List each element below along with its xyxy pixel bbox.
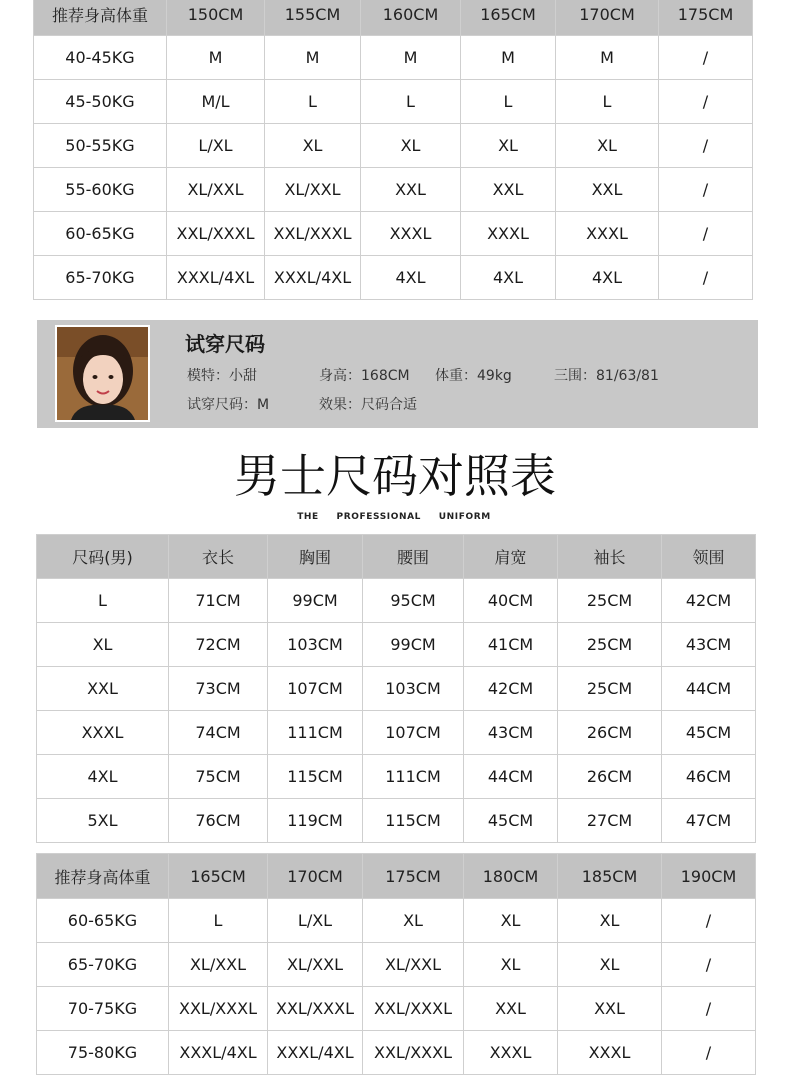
header-cell: 腰围 <box>363 535 464 579</box>
table-cell: / <box>659 168 753 212</box>
header-cell: 165CM <box>169 854 268 899</box>
header-cell: 180CM <box>464 854 558 899</box>
header-cell: 衣长 <box>169 535 268 579</box>
header-cell: 185CM <box>558 854 662 899</box>
table-cell: 55-60KG <box>34 168 167 212</box>
table-cell: 47CM <box>662 799 756 843</box>
table-cell: 72CM <box>169 623 268 667</box>
table-cell: 46CM <box>662 755 756 799</box>
mens-measurement-table <box>36 534 756 843</box>
table-cell: 107CM <box>268 667 363 711</box>
table-cell: XXXL/4XL <box>169 1031 268 1075</box>
table-cell: / <box>659 36 753 80</box>
table-header-row <box>34 0 753 36</box>
table-cell: 44CM <box>662 667 756 711</box>
table-cell: XXXL/4XL <box>268 1031 363 1075</box>
mens-size-chart-heading: 男士尺码对照表 <box>234 449 556 503</box>
table-row <box>37 623 756 667</box>
table-cell: XL <box>464 943 558 987</box>
table-cell: 71CM <box>169 579 268 623</box>
table-cell: XL <box>361 124 461 168</box>
table-cell: / <box>659 256 753 300</box>
table-cell: / <box>662 1031 756 1075</box>
table-cell: XXXL/4XL <box>265 256 361 300</box>
table-row <box>34 256 753 300</box>
table-cell: 40CM <box>464 579 558 623</box>
table-cell: XXL/XXXL <box>169 987 268 1031</box>
table-cell: 25CM <box>558 667 662 711</box>
table-cell: 40-45KG <box>34 36 167 80</box>
header-cell: 170CM <box>556 0 659 36</box>
header-cell: 尺码(男) <box>37 535 169 579</box>
table-cell: 41CM <box>464 623 558 667</box>
model-tryon-card <box>37 320 758 428</box>
table-cell: 111CM <box>363 755 464 799</box>
model-weight: 体重：49kg <box>435 368 512 384</box>
table-cell: XXL/XXXL <box>363 1031 464 1075</box>
table-cell: XXL/XXXL <box>265 212 361 256</box>
header-cell: 150CM <box>167 0 265 36</box>
table-cell: 26CM <box>558 711 662 755</box>
table-cell: 25CM <box>558 579 662 623</box>
table-header-row <box>37 535 756 579</box>
table-row <box>34 212 753 256</box>
mens-size-chart-subheading: THE PROFESSIONAL UNIFORM <box>297 512 491 522</box>
table-cell: M/L <box>167 80 265 124</box>
table-row <box>37 667 756 711</box>
table-cell: L <box>556 80 659 124</box>
header-cell: 领围 <box>662 535 756 579</box>
table-cell: XL <box>363 899 464 943</box>
table-cell: XXL <box>464 987 558 1031</box>
table-cell: 95CM <box>363 579 464 623</box>
table-cell: 25CM <box>558 623 662 667</box>
table-cell: 103CM <box>268 623 363 667</box>
table-cell: XL <box>461 124 556 168</box>
table-cell: 4XL <box>556 256 659 300</box>
table-cell: 4XL <box>361 256 461 300</box>
table-row <box>34 124 753 168</box>
table-cell: XL/XXL <box>268 943 363 987</box>
table-header-row <box>37 854 756 899</box>
table-cell: XXXL/4XL <box>167 256 265 300</box>
table-cell: 60-65KG <box>37 899 169 943</box>
table-cell: L/XL <box>167 124 265 168</box>
table-cell: / <box>659 124 753 168</box>
header-cell: 170CM <box>268 854 363 899</box>
table-cell: 119CM <box>268 799 363 843</box>
table-cell: XL <box>558 943 662 987</box>
table-cell: / <box>662 899 756 943</box>
table-cell: 44CM <box>464 755 558 799</box>
table-cell: L/XL <box>268 899 363 943</box>
size-tried: 试穿尺码：M <box>187 397 270 413</box>
table-cell: XXXL <box>361 212 461 256</box>
table-cell: XL <box>556 124 659 168</box>
table-cell: 107CM <box>363 711 464 755</box>
table-cell: XXL/XXXL <box>167 212 265 256</box>
table-cell: 45CM <box>662 711 756 755</box>
table-cell: L <box>265 80 361 124</box>
table-cell: XXL/XXXL <box>363 987 464 1031</box>
table-cell: XXL <box>461 168 556 212</box>
table-cell: XXXL <box>461 212 556 256</box>
header-cell: 175CM <box>363 854 464 899</box>
table-cell: XXXL <box>37 711 169 755</box>
table-cell: 43CM <box>464 711 558 755</box>
table-cell: XXXL <box>556 212 659 256</box>
table-cell: M <box>167 36 265 80</box>
table-cell: 42CM <box>662 579 756 623</box>
table-row <box>37 1031 756 1075</box>
model-name: 模特：小甜 <box>187 368 257 384</box>
table-cell: 45CM <box>464 799 558 843</box>
table-cell: 115CM <box>268 755 363 799</box>
table-cell: L <box>361 80 461 124</box>
header-cell: 推荐身高体重 <box>34 0 167 36</box>
table-cell: 99CM <box>268 579 363 623</box>
table-cell: / <box>659 212 753 256</box>
table-row <box>37 899 756 943</box>
table-row <box>37 579 756 623</box>
table-row <box>37 987 756 1031</box>
table-cell: XL <box>265 124 361 168</box>
table-cell: 75-80KG <box>37 1031 169 1075</box>
table-cell: 4XL <box>461 256 556 300</box>
table-cell: XXL <box>37 667 169 711</box>
table-cell: L <box>169 899 268 943</box>
table-row <box>37 799 756 843</box>
table-cell: 26CM <box>558 755 662 799</box>
table-row <box>37 943 756 987</box>
table-cell: M <box>556 36 659 80</box>
table-cell: XL <box>464 899 558 943</box>
header-cell: 190CM <box>662 854 756 899</box>
table-cell: L <box>461 80 556 124</box>
table-cell: XXXL <box>464 1031 558 1075</box>
model-measurements: 三围：81/63/81 <box>554 368 659 384</box>
table-row <box>34 80 753 124</box>
mens-recommend-table <box>36 853 756 1075</box>
table-cell: L <box>37 579 169 623</box>
header-cell: 胸围 <box>268 535 363 579</box>
table-cell: 65-70KG <box>37 943 169 987</box>
table-cell: XXL <box>558 987 662 1031</box>
table-cell: 111CM <box>268 711 363 755</box>
table-cell: XL/XXL <box>265 168 361 212</box>
table-row <box>34 36 753 80</box>
header-cell: 155CM <box>265 0 361 36</box>
table-cell: XL/XXL <box>169 943 268 987</box>
table-cell: XL <box>37 623 169 667</box>
table-cell: / <box>662 943 756 987</box>
header-cell: 肩宽 <box>464 535 558 579</box>
tryon-title: 试穿尺码 <box>185 332 265 356</box>
table-cell: 73CM <box>169 667 268 711</box>
table-cell: M <box>265 36 361 80</box>
table-cell: 60-65KG <box>34 212 167 256</box>
table-cell: XXL <box>556 168 659 212</box>
table-cell: XXXL <box>558 1031 662 1075</box>
table-cell: 99CM <box>363 623 464 667</box>
table-cell: 45-50KG <box>34 80 167 124</box>
model-photo <box>55 325 150 422</box>
table-cell: 27CM <box>558 799 662 843</box>
table-cell: M <box>461 36 556 80</box>
table-cell: XL/XXL <box>167 168 265 212</box>
table-row <box>34 168 753 212</box>
table-cell: 5XL <box>37 799 169 843</box>
table-cell: XXL <box>361 168 461 212</box>
table-cell: 50-55KG <box>34 124 167 168</box>
womens-size-table <box>33 0 753 300</box>
table-cell: 70-75KG <box>37 987 169 1031</box>
fit-effect: 效果：尺码合适 <box>319 397 417 413</box>
table-cell: XL <box>558 899 662 943</box>
table-cell: 65-70KG <box>34 256 167 300</box>
header-cell: 推荐身高体重 <box>37 854 169 899</box>
header-cell: 165CM <box>461 0 556 36</box>
table-row <box>37 755 756 799</box>
table-cell: 75CM <box>169 755 268 799</box>
table-cell: / <box>662 987 756 1031</box>
table-cell: XL/XXL <box>363 943 464 987</box>
table-cell: 103CM <box>363 667 464 711</box>
table-cell: 76CM <box>169 799 268 843</box>
table-cell: 74CM <box>169 711 268 755</box>
table-row <box>37 711 756 755</box>
table-cell: 42CM <box>464 667 558 711</box>
model-height: 身高：168CM <box>319 368 410 384</box>
table-cell: / <box>659 80 753 124</box>
table-cell: 115CM <box>363 799 464 843</box>
header-cell: 袖长 <box>558 535 662 579</box>
table-cell: 43CM <box>662 623 756 667</box>
table-cell: M <box>361 36 461 80</box>
table-cell: XXL/XXXL <box>268 987 363 1031</box>
table-cell: 4XL <box>37 755 169 799</box>
header-cell: 175CM <box>659 0 753 36</box>
header-cell: 160CM <box>361 0 461 36</box>
